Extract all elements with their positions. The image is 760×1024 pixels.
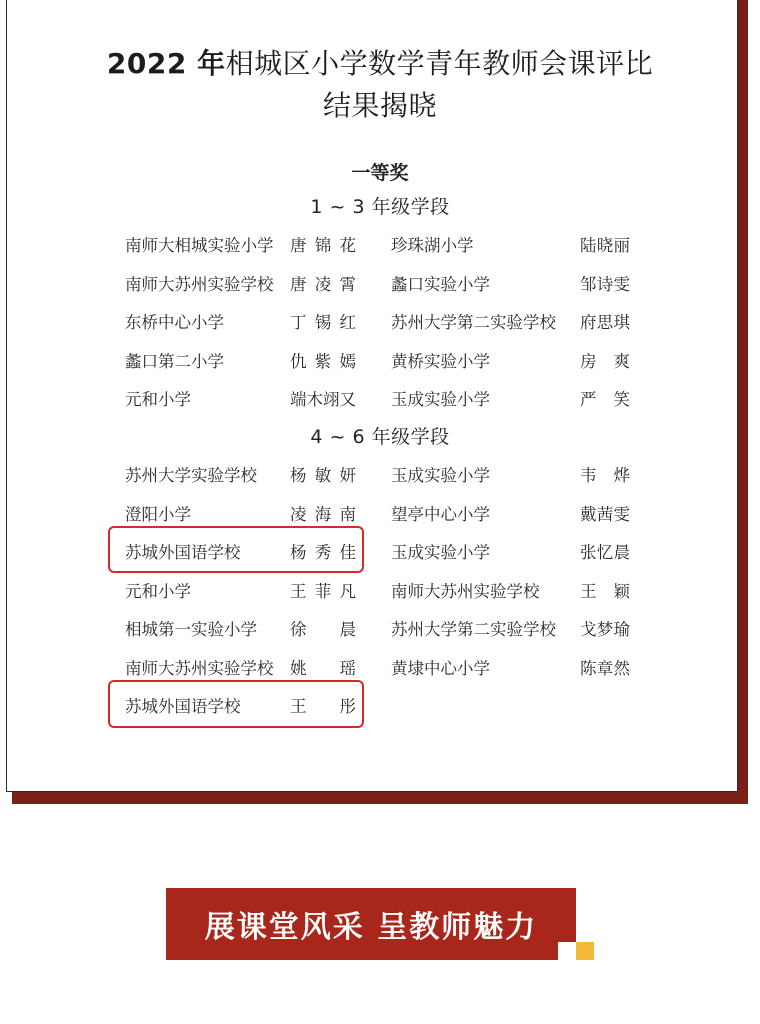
page-subtitle: 结果揭晓 [322, 89, 437, 122]
table-row [0, 578, 760, 602]
school-cell: 南师大苏州实验学校 [391, 581, 540, 601]
teacher-cell: 徐 晨 [290, 620, 356, 639]
school-cell: 南师大相城实验小学 [125, 236, 274, 255]
teacher-cell: 戈梦瑜 [580, 620, 630, 639]
teacher-cell: 王菲凡 [290, 581, 356, 601]
school-cell: 望亭中心小学 [391, 504, 490, 524]
school-cell: 黄埭中心小学 [391, 658, 490, 678]
school-cell: 玉成实验小学 [391, 390, 490, 409]
teacher-cell: 韦 烨 [580, 466, 630, 485]
table-row [0, 655, 760, 679]
school-cell: 蠡口实验小学 [391, 274, 490, 294]
school-cell: 澄阳小学 [125, 504, 191, 524]
teacher-cell: 唐凌霄 [290, 274, 356, 294]
school-cell: 南师大苏州实验学校 [125, 658, 274, 678]
table-row [0, 462, 760, 486]
school-cell: 珍珠湖小学 [391, 236, 474, 255]
teacher-cell: 房 爽 [580, 351, 630, 371]
teacher-cell: 唐锦花 [290, 236, 356, 255]
teacher-cell: 端木翊又 [290, 390, 356, 409]
school-cell: 东桥中心小学 [125, 313, 224, 332]
teacher-cell: 丁锡红 [290, 313, 356, 332]
school-cell: 南师大苏州实验学校 [125, 274, 274, 294]
teacher-cell: 王 彤 [290, 697, 356, 716]
school-cell: 苏城外国语学校 [125, 543, 241, 562]
banner-corner-accent [576, 942, 594, 960]
prize-heading: 一等奖 [351, 162, 409, 184]
school-cell: 苏城外国语学校 [125, 697, 241, 716]
page-title [0, 42, 760, 82]
school-cell: 元和小学 [125, 581, 191, 601]
school-cell: 苏州大学第二实验学校 [391, 313, 556, 332]
teacher-cell: 陆晓丽 [580, 236, 630, 255]
teacher-cell: 严 笑 [580, 390, 630, 409]
teacher-cell: 戴茜雯 [580, 504, 630, 524]
title-year: 2022 年 [106, 47, 226, 80]
school-cell: 苏州大学实验学校 [125, 466, 257, 485]
title-text: 相城区小学数学青年教师会课评比 [225, 47, 654, 80]
teacher-cell: 凌海南 [290, 504, 356, 524]
table-row [0, 348, 760, 372]
table-row [0, 232, 760, 256]
teacher-cell: 姚 瑶 [290, 658, 356, 678]
slogan-banner: 展课堂风采 呈教师魅力 [166, 888, 576, 960]
table-row [0, 309, 760, 333]
table-row [0, 501, 760, 525]
school-cell: 黄桥实验小学 [391, 351, 490, 371]
section-heading: 4 ~ 6 年级学段 [310, 426, 450, 448]
teacher-cell: 张忆晨 [580, 543, 630, 562]
teacher-cell: 杨秀佳 [290, 543, 356, 562]
banner-corner-notch [558, 942, 576, 960]
section-heading: 1 ~ 3 年级学段 [310, 196, 450, 218]
teacher-cell: 仇紫嫣 [290, 351, 356, 371]
highlight-box [108, 526, 364, 573]
school-cell: 苏州大学第二实验学校 [391, 620, 556, 639]
highlight-box [108, 680, 364, 728]
school-cell: 玉成实验小学 [391, 466, 490, 485]
table-row [0, 616, 760, 640]
teacher-cell: 邹诗雯 [580, 274, 630, 294]
table-row [0, 386, 760, 410]
teacher-cell: 杨敏妍 [290, 466, 356, 485]
school-cell: 蠡口第二小学 [125, 351, 224, 371]
school-cell: 相城第一实验小学 [125, 620, 257, 639]
teacher-cell: 王 颖 [580, 581, 630, 601]
table-row [0, 271, 760, 295]
school-cell: 玉成实验小学 [391, 543, 490, 562]
teacher-cell: 府思琪 [580, 313, 630, 332]
teacher-cell: 陈章然 [580, 658, 630, 678]
school-cell: 元和小学 [125, 390, 191, 409]
